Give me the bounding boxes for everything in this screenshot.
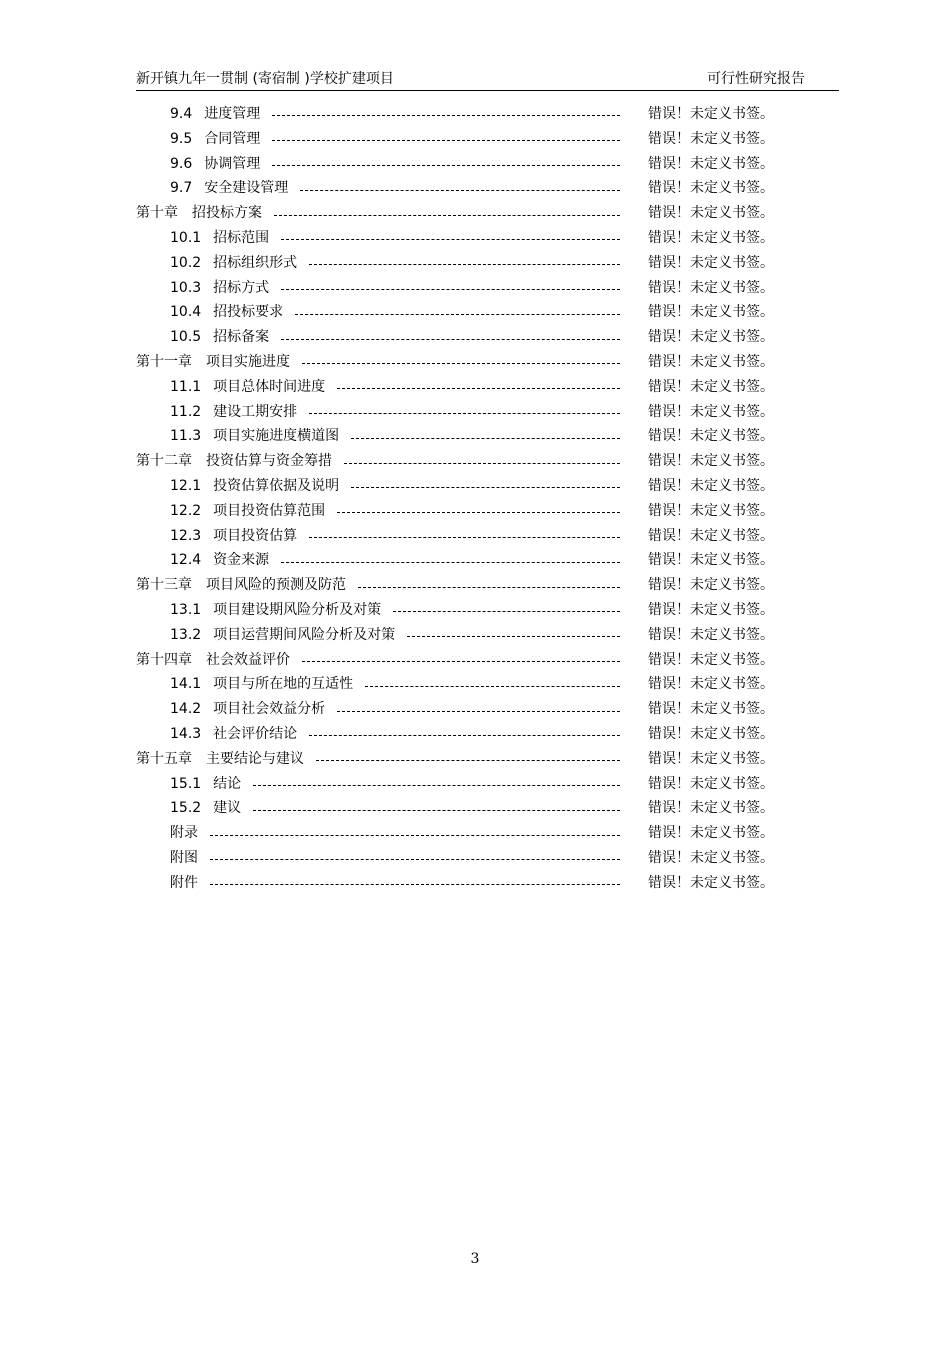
- toc-dot-leader: [281, 561, 620, 563]
- toc-entry-number: 9.7: [170, 180, 193, 197]
- toc-entry-label: 附件: [170, 874, 198, 891]
- toc-dot-leader: [274, 214, 620, 216]
- toc-entry-label: 项目投资估算: [213, 527, 298, 544]
- toc-section-entry[interactable]: [136, 772, 816, 797]
- toc-dot-leader: [253, 809, 620, 811]
- toc-entry-page-ref: 错误！未定义书签。: [648, 825, 774, 842]
- toc-section-entry[interactable]: [136, 548, 816, 573]
- toc-dot-leader: [309, 536, 620, 538]
- toc-entry-page-ref: 错误！未定义书签。: [648, 353, 774, 370]
- toc-entry-title: [170, 846, 620, 871]
- toc-section-entry[interactable]: [136, 499, 816, 524]
- toc-section-entry[interactable]: [136, 127, 816, 152]
- toc-entry-title: [170, 548, 620, 573]
- toc-entry-page-ref: 错误！未定义书签。: [648, 651, 774, 668]
- page-number: 3: [470, 1251, 480, 1267]
- toc-entry-page-ref: 错误！未定义书签。: [648, 130, 774, 147]
- toc-entry-title: [136, 648, 620, 673]
- toc-entry-title: [170, 524, 620, 549]
- toc-entry-label: 项目建设期风险分析及对策: [213, 601, 382, 618]
- toc-entry-title: [170, 176, 620, 201]
- toc-chapter-entry[interactable]: [136, 201, 816, 226]
- toc-entry-number: 第十三章: [136, 577, 192, 594]
- toc-dot-leader: [337, 710, 620, 712]
- toc-entry-page-ref: 错误！未定义书签。: [648, 106, 774, 122]
- toc-entry-title: [170, 499, 620, 524]
- toc-entry-label: 协调管理: [204, 155, 261, 172]
- toc-entry-label: 社会评价结论: [213, 725, 298, 742]
- toc-dot-leader: [309, 412, 620, 414]
- toc-entry-page-ref: 错误！未定义书签。: [648, 205, 774, 222]
- toc-entry-title: [170, 152, 620, 177]
- toc-entry-title: [170, 796, 620, 821]
- toc-dot-leader: [337, 511, 620, 513]
- toc-entry-label: 项目社会效益分析: [213, 701, 326, 718]
- toc-entry-label: 建议: [213, 800, 242, 817]
- toc-dot-leader: [351, 437, 620, 439]
- toc-dot-leader: [393, 610, 620, 612]
- toc-entry-title: [170, 474, 620, 499]
- toc-entry-number: 15.1: [170, 775, 202, 792]
- toc-dot-leader: [351, 486, 620, 488]
- toc-entry-page-ref: 错误！未定义书签。: [648, 626, 774, 643]
- toc-section-entry[interactable]: [136, 524, 816, 549]
- toc-entry-page-ref: 错误！未定义书签。: [648, 577, 774, 594]
- toc-entry-title: [170, 598, 620, 623]
- toc-chapter-entry[interactable]: [136, 350, 816, 375]
- toc-entry-number: 10.1: [170, 229, 202, 246]
- toc-chapter-entry[interactable]: [136, 747, 816, 772]
- toc-entry-title: [170, 672, 620, 697]
- toc-entry-title: [136, 449, 620, 474]
- toc-entry-page-ref: 错误！未定义书签。: [648, 750, 774, 767]
- toc-section-entry[interactable]: [136, 152, 816, 177]
- toc-section-entry[interactable]: [136, 623, 816, 648]
- toc-dot-leader: [272, 139, 620, 141]
- toc-entry-page-ref: 错误！未定义书签。: [648, 279, 774, 296]
- toc-dot-leader: [309, 263, 620, 265]
- header-project-title: 新开镇九年一贯制 (寄宿制 )学校扩建项目: [136, 71, 394, 87]
- toc-entry-title: [170, 821, 620, 846]
- toc-entry-label: 资金来源: [213, 552, 270, 569]
- toc-entry-page-ref: 错误！未定义书签。: [648, 329, 774, 346]
- toc-entry-title: [170, 375, 620, 400]
- toc-entry-label: 项目投资估算范围: [213, 502, 326, 519]
- toc-entry-title: [170, 772, 620, 797]
- toc-entry-number: 9.6: [170, 155, 193, 172]
- toc-entry-page-ref: 错误！未定义书签。: [648, 477, 774, 494]
- toc-entry-page-ref: 错误！未定义书签。: [648, 849, 774, 866]
- toc-entry-number: 10.2: [170, 254, 202, 271]
- toc-dot-leader: [281, 288, 620, 290]
- toc-entry-label: 主要结论与建议: [206, 750, 304, 767]
- toc-entry-title: [170, 300, 620, 325]
- toc-entry-label: 招投标要求: [213, 304, 284, 321]
- toc-entry-title: [170, 424, 620, 449]
- toc-entry-label: 合同管理: [204, 130, 261, 147]
- toc-entry-title: [170, 127, 620, 152]
- toc-dot-leader: [302, 660, 620, 662]
- toc-entry-page-ref: 错误！未定义书签。: [648, 725, 774, 742]
- toc-entry-number: 12.3: [170, 527, 202, 544]
- toc-entry-page-ref: 错误！未定义书签。: [648, 155, 774, 172]
- toc-section-entry[interactable]: [136, 176, 816, 201]
- toc-entry-page-ref: 错误！未定义书签。: [648, 502, 774, 519]
- toc-entry-title: [136, 573, 620, 598]
- toc-section-entry[interactable]: [136, 300, 816, 325]
- toc-entry-page-ref: 错误！未定义书签。: [648, 304, 774, 321]
- toc-section-entry[interactable]: [136, 400, 816, 425]
- toc-entry-label: 进度管理: [204, 106, 261, 122]
- toc-entry-number: 第十四章: [136, 651, 192, 668]
- toc-chapter-entry[interactable]: [136, 449, 816, 474]
- toc-entry-page-ref: 错误！未定义书签。: [648, 552, 774, 569]
- toc-dot-leader: [210, 858, 620, 860]
- toc-entry-title: [170, 226, 620, 251]
- toc-entry-number: 15.2: [170, 800, 202, 817]
- toc-entry-label: 附图: [170, 849, 198, 866]
- toc-entry-number: 13.1: [170, 601, 202, 618]
- toc-dot-leader: [316, 759, 620, 761]
- toc-entry-title: [170, 697, 620, 722]
- toc-entry-page-ref: 错误！未定义书签。: [648, 428, 774, 445]
- toc-entry-title: [170, 400, 620, 425]
- toc-section-entry[interactable]: [136, 846, 816, 871]
- toc-entry-page-ref: 错误！未定义书签。: [648, 254, 774, 271]
- toc-entry-title: [136, 747, 620, 772]
- toc-dot-leader: [344, 462, 620, 464]
- header-report-type: 可行性研究报告: [707, 71, 805, 87]
- toc-entry-number: 11.1: [170, 378, 202, 395]
- toc-dot-leader: [309, 734, 620, 736]
- toc-entry-number: 12.2: [170, 502, 202, 519]
- toc-entry-number: 10.5: [170, 329, 202, 346]
- toc-entry-number: 14.1: [170, 676, 202, 693]
- toc-dot-leader: [407, 635, 620, 637]
- toc-entry-label: 投资估算与资金筹措: [206, 453, 332, 470]
- toc-entry-label: 附录: [170, 825, 198, 842]
- toc-entry-label: 招标备案: [213, 329, 270, 346]
- toc-entry-number: 第十一章: [136, 353, 192, 370]
- toc-dot-leader: [281, 238, 620, 240]
- toc-entry-page-ref: 错误！未定义书签。: [648, 601, 774, 618]
- toc-section-entry[interactable]: [136, 375, 816, 400]
- toc-entry-page-ref: 错误！未定义书签。: [648, 453, 774, 470]
- toc-entry-page-ref: 错误！未定义书签。: [648, 701, 774, 718]
- page-header: [136, 70, 839, 91]
- toc-entry-label: 招投标方案: [192, 205, 262, 222]
- toc-dot-leader: [358, 586, 620, 588]
- toc-entry-number: 11.3: [170, 428, 202, 445]
- toc-section-entry[interactable]: [136, 672, 816, 697]
- toc-entry-number: 12.4: [170, 552, 202, 569]
- toc-entry-number: 13.2: [170, 626, 202, 643]
- toc-entry-page-ref: 错误！未定义书签。: [648, 180, 774, 197]
- toc-entry-title: [170, 871, 620, 896]
- toc-section-entry[interactable]: [136, 821, 816, 846]
- toc-entry-title: [136, 201, 620, 226]
- toc-section-entry[interactable]: [136, 102, 816, 127]
- toc-entry-label: 项目实施进度: [206, 353, 290, 370]
- toc-entry-page-ref: 错误！未定义书签。: [648, 527, 774, 544]
- toc-entry-number: 12.1: [170, 477, 202, 494]
- toc-entry-label: 项目实施进度横道图: [213, 428, 340, 445]
- toc-section-entry[interactable]: [136, 325, 816, 350]
- toc-entry-title: [170, 251, 620, 276]
- toc-entry-label: 结论: [213, 775, 242, 792]
- toc-entry-label: 建设工期安排: [213, 403, 298, 420]
- toc-entry-number: 14.3: [170, 725, 202, 742]
- toc-entry-page-ref: 错误！未定义书签。: [648, 800, 774, 817]
- toc-section-entry[interactable]: [136, 697, 816, 722]
- toc-dot-leader: [302, 362, 620, 364]
- toc-dot-leader: [272, 114, 620, 116]
- toc-entry-page-ref: 错误！未定义书签。: [648, 874, 774, 891]
- toc-section-entry[interactable]: [136, 226, 816, 251]
- toc-dot-leader: [295, 313, 620, 315]
- toc-entry-title: [170, 102, 620, 127]
- toc-section-entry[interactable]: [136, 276, 816, 301]
- toc-entry-label: 项目运营期间风险分析及对策: [213, 626, 396, 643]
- toc-section-entry[interactable]: [136, 598, 816, 623]
- toc-dot-leader: [300, 189, 620, 191]
- toc-entry-page-ref: 错误！未定义书签。: [648, 775, 774, 792]
- toc-entry-title: [136, 350, 620, 375]
- toc-entry-number: 9.4: [170, 106, 193, 122]
- toc-section-entry[interactable]: [136, 722, 816, 747]
- toc-section-entry[interactable]: [136, 424, 816, 449]
- toc-entry-title: [170, 276, 620, 301]
- toc-dot-leader: [272, 164, 620, 166]
- toc-entry-label: 社会效益评价: [206, 651, 290, 668]
- toc-section-entry[interactable]: [136, 871, 816, 896]
- toc-section-entry[interactable]: [136, 251, 816, 276]
- toc-entry-label: 项目总体时间进度: [213, 378, 326, 395]
- toc-entry-number: 11.2: [170, 403, 202, 420]
- toc-dot-leader: [210, 834, 620, 836]
- toc-entry-number: 10.4: [170, 304, 202, 321]
- toc-entry-number: 10.3: [170, 279, 202, 296]
- toc-dot-leader: [281, 338, 620, 340]
- toc-section-entry[interactable]: [136, 474, 816, 499]
- toc-entry-page-ref: 错误！未定义书签。: [648, 403, 774, 420]
- toc-entry-label: 项目与所在地的互适性: [213, 676, 354, 693]
- toc-dot-leader: [337, 387, 620, 389]
- toc-entry-title: [170, 722, 620, 747]
- toc-dot-leader: [210, 883, 620, 885]
- toc-entry-label: 招标组织形式: [213, 254, 298, 271]
- toc-entry-number: 第十二章: [136, 453, 192, 470]
- toc-entry-label: 投资估算依据及说明: [213, 477, 340, 494]
- toc-entry-page-ref: 错误！未定义书签。: [648, 229, 774, 246]
- toc-section-entry[interactable]: [136, 796, 816, 821]
- toc-entry-label: 安全建设管理: [204, 180, 289, 197]
- toc-entry-number: 9.5: [170, 130, 193, 147]
- toc-entry-number: 第十章: [136, 205, 178, 222]
- table-of-contents: [136, 102, 816, 896]
- toc-entry-title: [170, 325, 620, 350]
- toc-entry-page-ref: 错误！未定义书签。: [648, 676, 774, 693]
- toc-dot-leader: [365, 685, 620, 687]
- toc-dot-leader: [253, 784, 620, 786]
- toc-entry-title: [170, 623, 620, 648]
- toc-entry-number: 第十五章: [136, 750, 192, 767]
- toc-chapter-entry[interactable]: [136, 573, 816, 598]
- toc-entry-label: 招标方式: [213, 279, 270, 296]
- toc-entry-page-ref: 错误！未定义书签。: [648, 378, 774, 395]
- toc-entry-number: 14.2: [170, 701, 202, 718]
- toc-entry-label: 招标范围: [213, 229, 270, 246]
- toc-entry-label: 项目风险的预测及防范: [206, 577, 346, 594]
- toc-chapter-entry[interactable]: [136, 648, 816, 673]
